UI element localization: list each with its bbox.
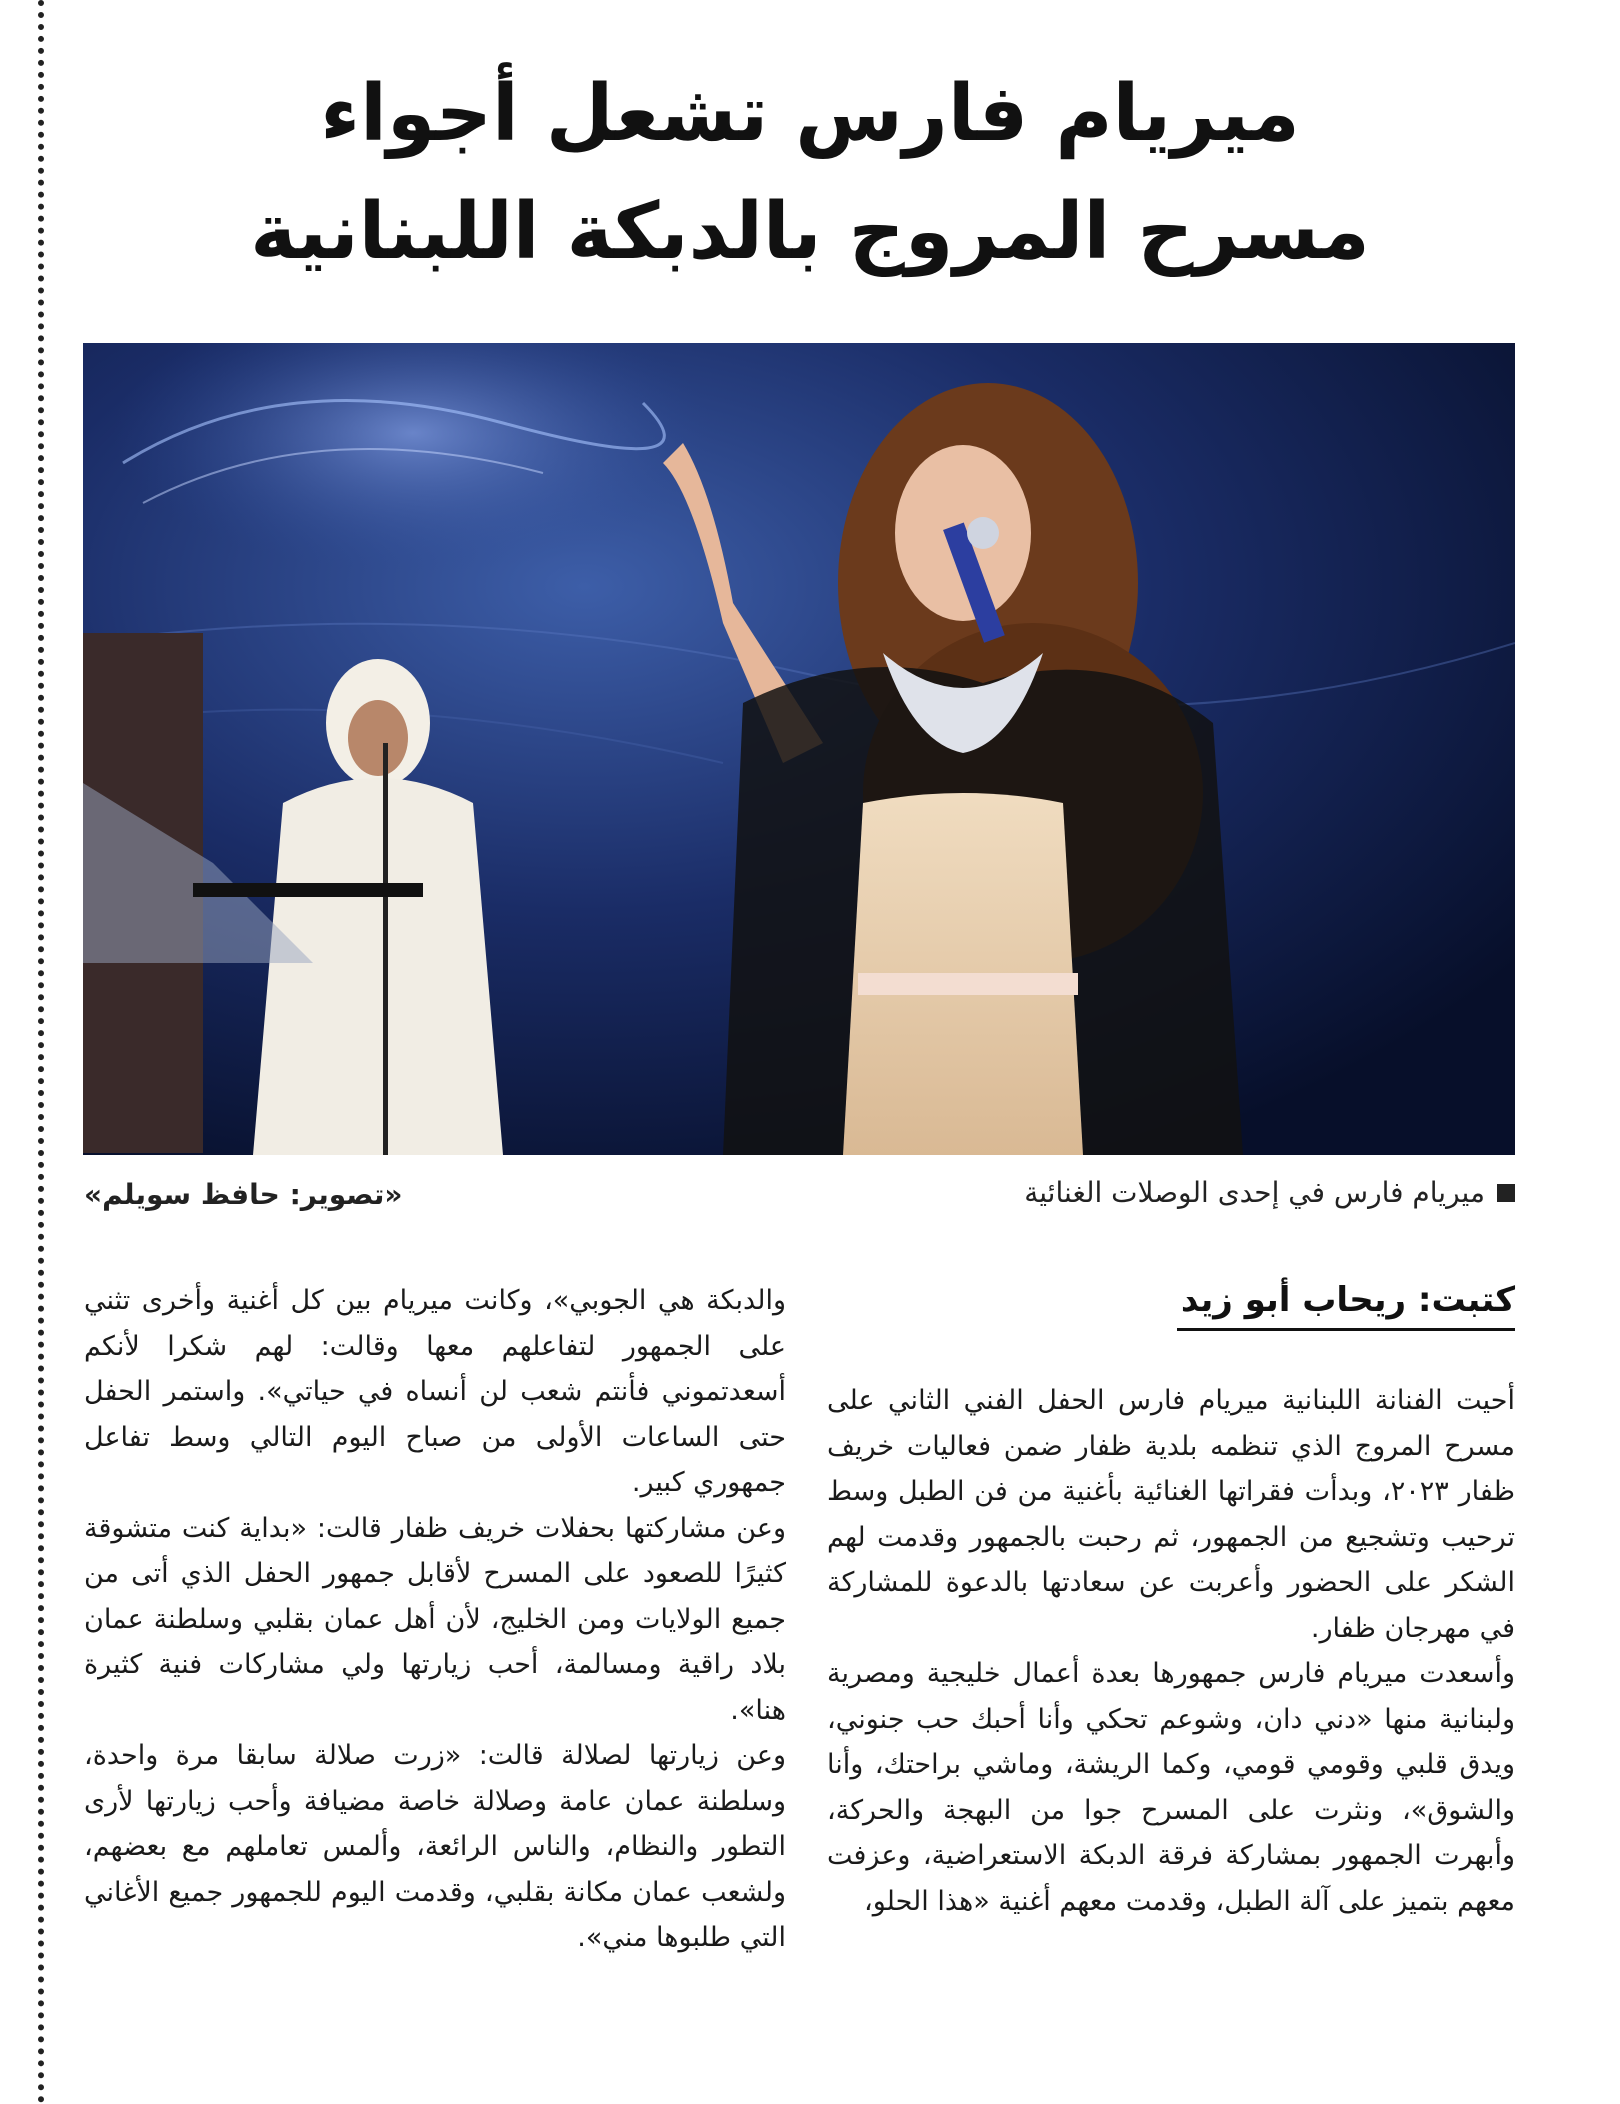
photo-caption-text: ميريام فارس في إحدى الوصلات الغنائية bbox=[1024, 1176, 1485, 1209]
paragraph: والدبكة هي الجوبي»، وكانت ميريام بين كل أغنية وأخرى تثني على الجمهور لتفاعلهم معها وقالت: لهم شكرا لأنكم أسعدتموني فأنتم شعب لن أنساه في حياتي». واستمر الحفل حتى الساعات الأولى من صباح اليوم التالي وسط تفاعل جمهوري كبير. bbox=[84, 1285, 786, 1498]
paragraph: وعن زيارتها لصلالة قالت: «زرت صلالة سابقا مرة واحدة، وسلطنة عمان عامة وصلالة خاصة مضيافة وأحب زيارتها لأرى التطور والنظام، والناس الرائعة، وألمس تعاملهم مع بعضهم، ولشعب عمان مكانة بقلبي، وقدمت اليوم للجمهور جميع الأغاني التي طلبوها مني». bbox=[84, 1740, 786, 1953]
article-column-left bbox=[84, 1278, 786, 1961]
photo-credit: «تصوير: حافظ سويلم» bbox=[84, 1178, 403, 1211]
headline-line-1: ميريام فارس تشعل أجواء bbox=[320, 69, 1300, 159]
headline-line-2: مسرح المروج بالدبكة اللبنانية bbox=[250, 187, 1370, 277]
paragraph: أحيت الفنانة اللبنانية ميريام فارس الحفل الفني الثاني على مسرح المروج الذي تنظمه بلدية ظفار ضمن فعاليات خريف ظفار ٢٠٢٣، وبدأت فقراتها الغنائية بأغنية من فن الطبل وسط ترحيب وتشجيع من الجمهور، ثم رحبت بالجمهور وقدمت لهم الشكر على الحضور وأعربت عن سعادتها بالدعوة للمشاركة في مهرجان ظفار. bbox=[827, 1385, 1515, 1644]
paragraph: وأسعدت ميريام فارس جمهورها بعدة أعمال خليجية ومصرية ولبنانية منها «دني دان، وشوعم تحكي وأنا أحبك حب جنوني، ويدق قلبي وقومي قومي، وكما الريشة، وماشي براحتك، وأنا والشوق»، ونثرت على المسرح جوا من البهجة والحركة، وأبهرت الجمهور بمشاركة فرقة الدبكة الاستعراضية، وعزفت معهم بتميز على آلة الطبل، وقدمت معهم أغنية «هذا الحلو، bbox=[827, 1658, 1515, 1917]
photo-caption bbox=[1024, 1176, 1515, 1209]
article-headline bbox=[120, 55, 1500, 291]
article-column-right bbox=[827, 1378, 1515, 1924]
article-photo bbox=[83, 343, 1515, 1155]
page-dotted-border bbox=[38, 0, 44, 2104]
caption-square-icon bbox=[1497, 1184, 1515, 1202]
paragraph: وعن مشاركتها بحفلات خريف ظفار قالت: «بداية كنت متشوقة كثيرًا للصعود على المسرح لأقابل جمهور الحفل الذي أتى من جميع الولايات ومن الخليج، لأن أهل عمان بقلبي وسلطنة عمان بلاد راقية ومسالمة، أحب زيارتها ولي مشاركات فنية كثيرة هنا». bbox=[84, 1512, 786, 1726]
article-byline: كتبت: ريحاب أبو زيد bbox=[1177, 1280, 1515, 1331]
